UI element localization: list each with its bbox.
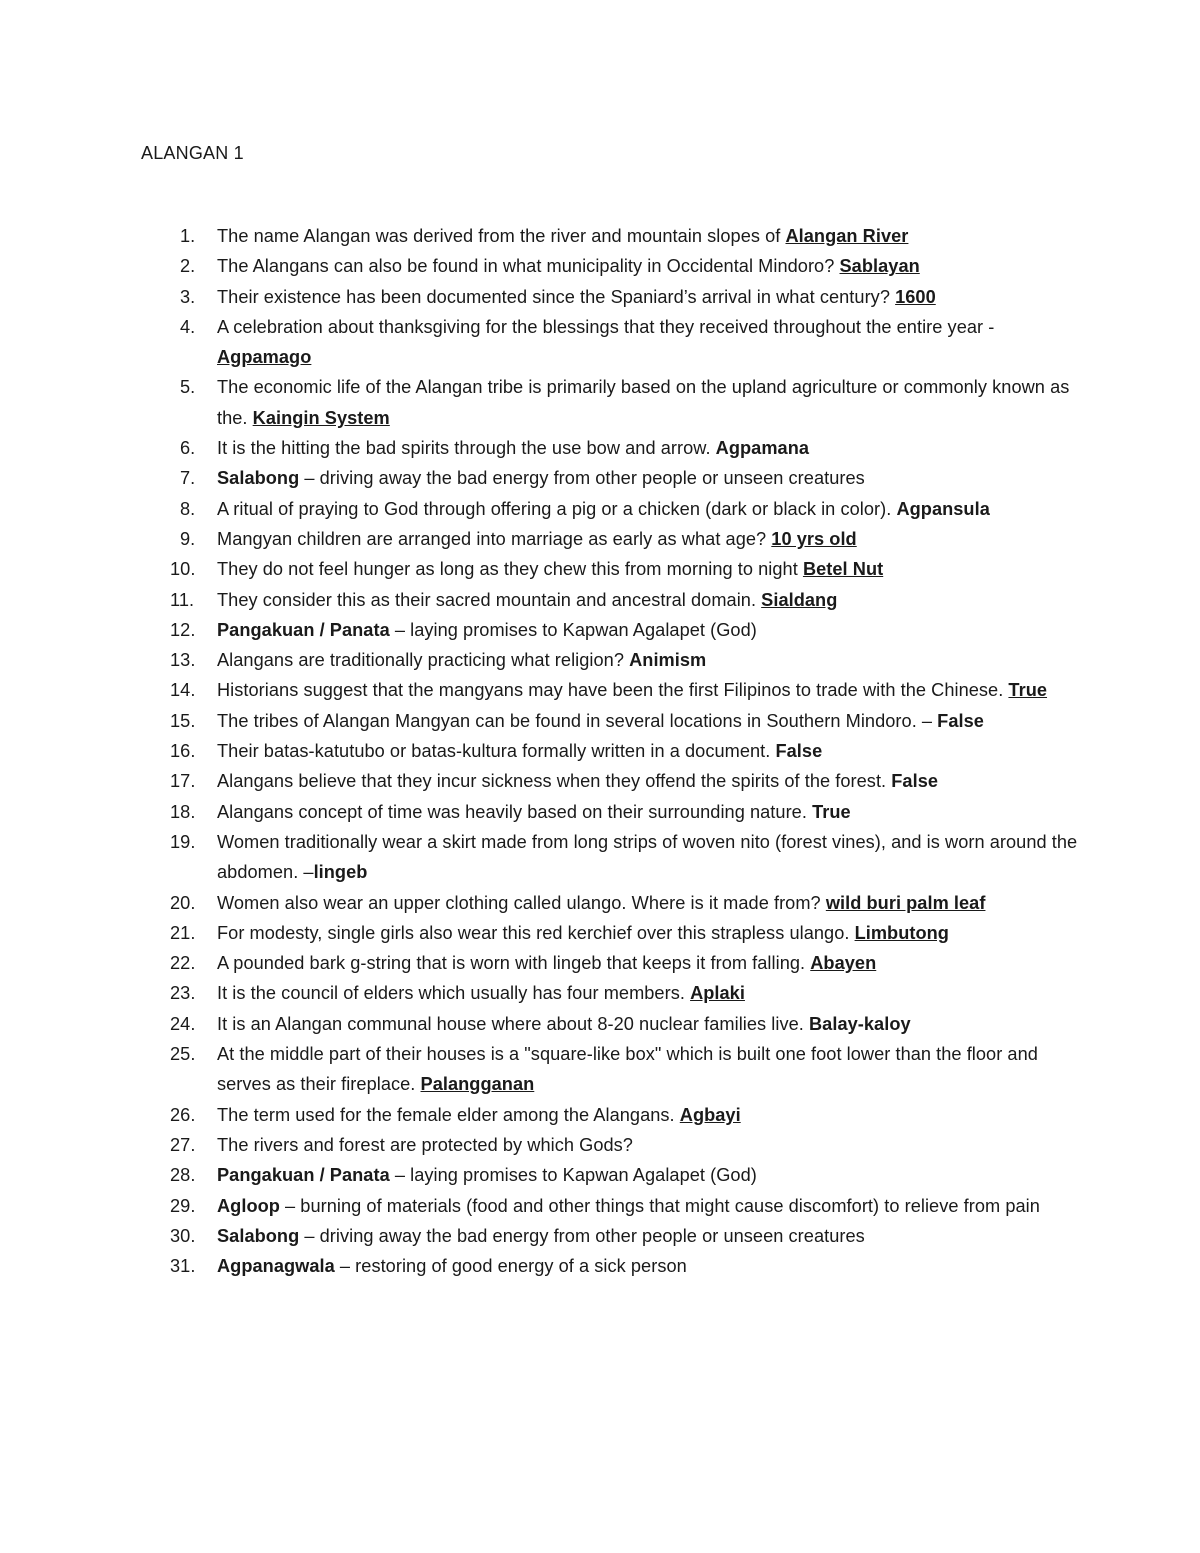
list-item — [141, 1160, 1081, 1190]
list-item — [141, 978, 1081, 1008]
item-number: 11. — [170, 589, 195, 610]
answer-text: False — [937, 710, 984, 731]
answer-text: Pangakuan / Panata — [217, 619, 390, 640]
list-item — [141, 1039, 1081, 1100]
list-item — [141, 372, 1081, 433]
question-text: The Alangans can also be found in what municipality in Occidental Mindoro? — [217, 256, 840, 277]
question-text: It is an Alangan communal house where about 8-20 nuclear families live. — [217, 1013, 809, 1034]
item-number: 29. — [170, 1195, 196, 1216]
list-item — [141, 827, 1081, 888]
list-item — [141, 766, 1081, 796]
question-text: The term used for the female elder among the Alangans. — [217, 1104, 680, 1125]
answer-text: 10 yrs old — [771, 528, 857, 549]
list-item — [141, 221, 1081, 251]
item-number: 1. — [180, 226, 196, 246]
answer-text: Sablayan — [839, 256, 920, 277]
question-text: Historians suggest that the mangyans may have been the first Filipinos to trade with the Chinese. — [217, 680, 1009, 701]
list-item — [141, 433, 1081, 463]
item-number: 30. — [170, 1225, 196, 1246]
list-item — [141, 918, 1081, 948]
document-title: ALANGAN 1 — [141, 143, 244, 163]
item-number: 23. — [170, 983, 196, 1004]
list-item — [141, 524, 1081, 554]
item-number: 14. — [170, 680, 196, 701]
item-number: 13. — [170, 650, 196, 671]
item-number: 20. — [170, 892, 196, 913]
item-number: 21. — [170, 922, 196, 943]
answer-text: Balay-kaloy — [809, 1013, 911, 1034]
list-item — [141, 494, 1081, 524]
item-number: 22. — [170, 953, 196, 974]
question-text: – restoring of good energy of a sick person — [334, 1256, 687, 1277]
list-item — [141, 1251, 1081, 1281]
question-text: The rivers and forest are protected by which Gods? — [217, 1134, 633, 1155]
list-item — [141, 585, 1081, 615]
question-text: At the middle part of their houses is a "square-like box" which is built one foot lower than the floor and serves as their fireplace. — [217, 1044, 1038, 1095]
answer-text: Agbayi — [679, 1104, 741, 1125]
item-number: 15. — [170, 710, 196, 731]
answer-text: Sialdang — [761, 589, 838, 610]
answer-text: wild buri palm leaf — [825, 892, 986, 913]
question-text: They do not feel hunger as long as they chew this from morning to night — [217, 559, 803, 580]
list-item — [141, 282, 1081, 312]
item-number: 2. — [180, 256, 196, 277]
question-text: – laying promises to Kapwan Agalapet (God) — [389, 619, 757, 640]
question-text: – laying promises to Kapwan Agalapet (God) — [389, 1165, 757, 1186]
question-text: – driving away the bad energy from other people or unseen creatures — [299, 1225, 865, 1246]
list-item — [141, 1221, 1081, 1251]
answer-text: Palangganan — [420, 1074, 535, 1095]
list-item — [141, 675, 1081, 705]
question-text: The name Alangan was derived from the river and mountain slopes of — [217, 226, 786, 246]
item-number: 25. — [170, 1044, 196, 1065]
answer-text: Salabong — [217, 1225, 300, 1246]
answer-text: Alangan River — [785, 226, 909, 246]
item-number: 5. — [180, 377, 196, 398]
list-item — [141, 1009, 1081, 1039]
item-number: 9. — [180, 528, 196, 549]
item-number: 19. — [170, 831, 196, 852]
answer-text: Limbutong — [854, 922, 949, 943]
list-item — [141, 312, 1081, 373]
answer-text: True — [1008, 680, 1048, 701]
item-number: 24. — [170, 1013, 196, 1034]
answer-text: Agpamago — [217, 347, 312, 368]
answer-text: Pangakuan / Panata — [217, 1165, 390, 1186]
list-item — [141, 948, 1081, 978]
answer-text: Kaingin System — [252, 407, 390, 428]
item-number: 28. — [170, 1165, 196, 1186]
question-text: They consider this as their sacred mountain and ancestral domain. — [217, 589, 762, 610]
answer-text: False — [775, 741, 823, 762]
list-item — [141, 706, 1081, 736]
item-number: 16. — [170, 741, 196, 762]
question-text: Women traditionally wear a skirt made from long strips of woven nito (forest vines), and is worn around the abdomen. – — [217, 831, 1078, 883]
item-number: 18. — [170, 801, 196, 822]
list-item — [141, 736, 1081, 766]
answer-text: Aplaki — [690, 983, 745, 1004]
list-item — [141, 1130, 1081, 1160]
question-text: Their existence has been documented since the Spaniard’s arrival in what century? — [217, 286, 896, 307]
list-item — [141, 1100, 1081, 1130]
item-number: 3. — [180, 286, 196, 307]
question-text: Alangans concept of time was heavily based on their surrounding nature. — [217, 801, 813, 822]
item-number: 7. — [180, 468, 196, 489]
question-text: Mangyan children are arranged into marriage as early as what age? — [217, 528, 772, 549]
item-number: 26. — [170, 1104, 196, 1125]
answer-text: lingeb — [313, 862, 368, 883]
answer-text: Agpamana — [715, 438, 810, 459]
question-text: The tribes of Alangan Mangyan can be found in several locations in Southern Mindoro. – — [217, 710, 938, 731]
answer-text: 1600 — [895, 286, 936, 307]
question-text: – driving away the bad energy from other people or unseen creatures — [299, 468, 865, 489]
list-item — [141, 251, 1081, 281]
item-number: 17. — [170, 771, 196, 792]
question-text: Alangans believe that they incur sickness when they offend the spirits of the forest. — [217, 771, 892, 792]
question-text: A ritual of praying to God through offering a pig or a chicken (dark or black in color). — [217, 498, 897, 519]
list-item — [141, 645, 1081, 675]
question-text: A pounded bark g-string that is worn with lingeb that keeps it from falling. — [217, 953, 811, 974]
answer-text: Agpanagwala — [217, 1256, 335, 1277]
answer-text: Betel Nut — [802, 559, 884, 580]
item-number: 31. — [170, 1256, 196, 1277]
item-number: 12. — [170, 619, 196, 640]
answer-text: Abayen — [810, 953, 877, 974]
answer-text: Salabong — [217, 468, 300, 489]
question-text: It is the council of elders which usually has four members. — [217, 983, 691, 1004]
question-text: Women also wear an upper clothing called ulango. Where is it made from? — [217, 892, 826, 913]
list-item — [141, 463, 1081, 493]
item-number: 4. — [180, 316, 196, 337]
question-text: Their batas-katutubo or batas-kultura formally written in a document. — [217, 741, 776, 762]
list-item — [141, 554, 1081, 584]
question-text: For modesty, single girls also wear this red kerchief over this strapless ulango. — [217, 922, 855, 943]
list-item — [141, 888, 1081, 918]
question-text: Alangans are traditionally practicing what religion? — [217, 650, 630, 671]
item-number: 27. — [170, 1134, 196, 1155]
answer-text: False — [891, 771, 939, 792]
item-number: 10. — [170, 559, 196, 580]
answer-text: Animism — [629, 650, 707, 671]
answer-text: Agpansula — [896, 498, 990, 519]
answer-text: Agloop — [217, 1195, 280, 1216]
question-text: – burning of materials (food and other things that might cause discomfort) to relieve from pain — [279, 1195, 1040, 1216]
item-number: 6. — [180, 438, 196, 459]
item-number: 8. — [180, 498, 196, 519]
question-list — [141, 221, 1081, 1281]
question-text: A celebration about thanksgiving for the blessings that they received throughout the entire year - — [217, 316, 995, 337]
question-text: It is the hitting the bad spirits through the use bow and arrow. — [217, 438, 716, 459]
list-item — [141, 1191, 1081, 1221]
list-item — [141, 615, 1081, 645]
question-text: The economic life of the Alangan tribe is primarily based on the upland agriculture or commonly known as the. — [217, 377, 1070, 428]
list-item — [141, 797, 1081, 827]
answer-text: True — [812, 801, 851, 822]
